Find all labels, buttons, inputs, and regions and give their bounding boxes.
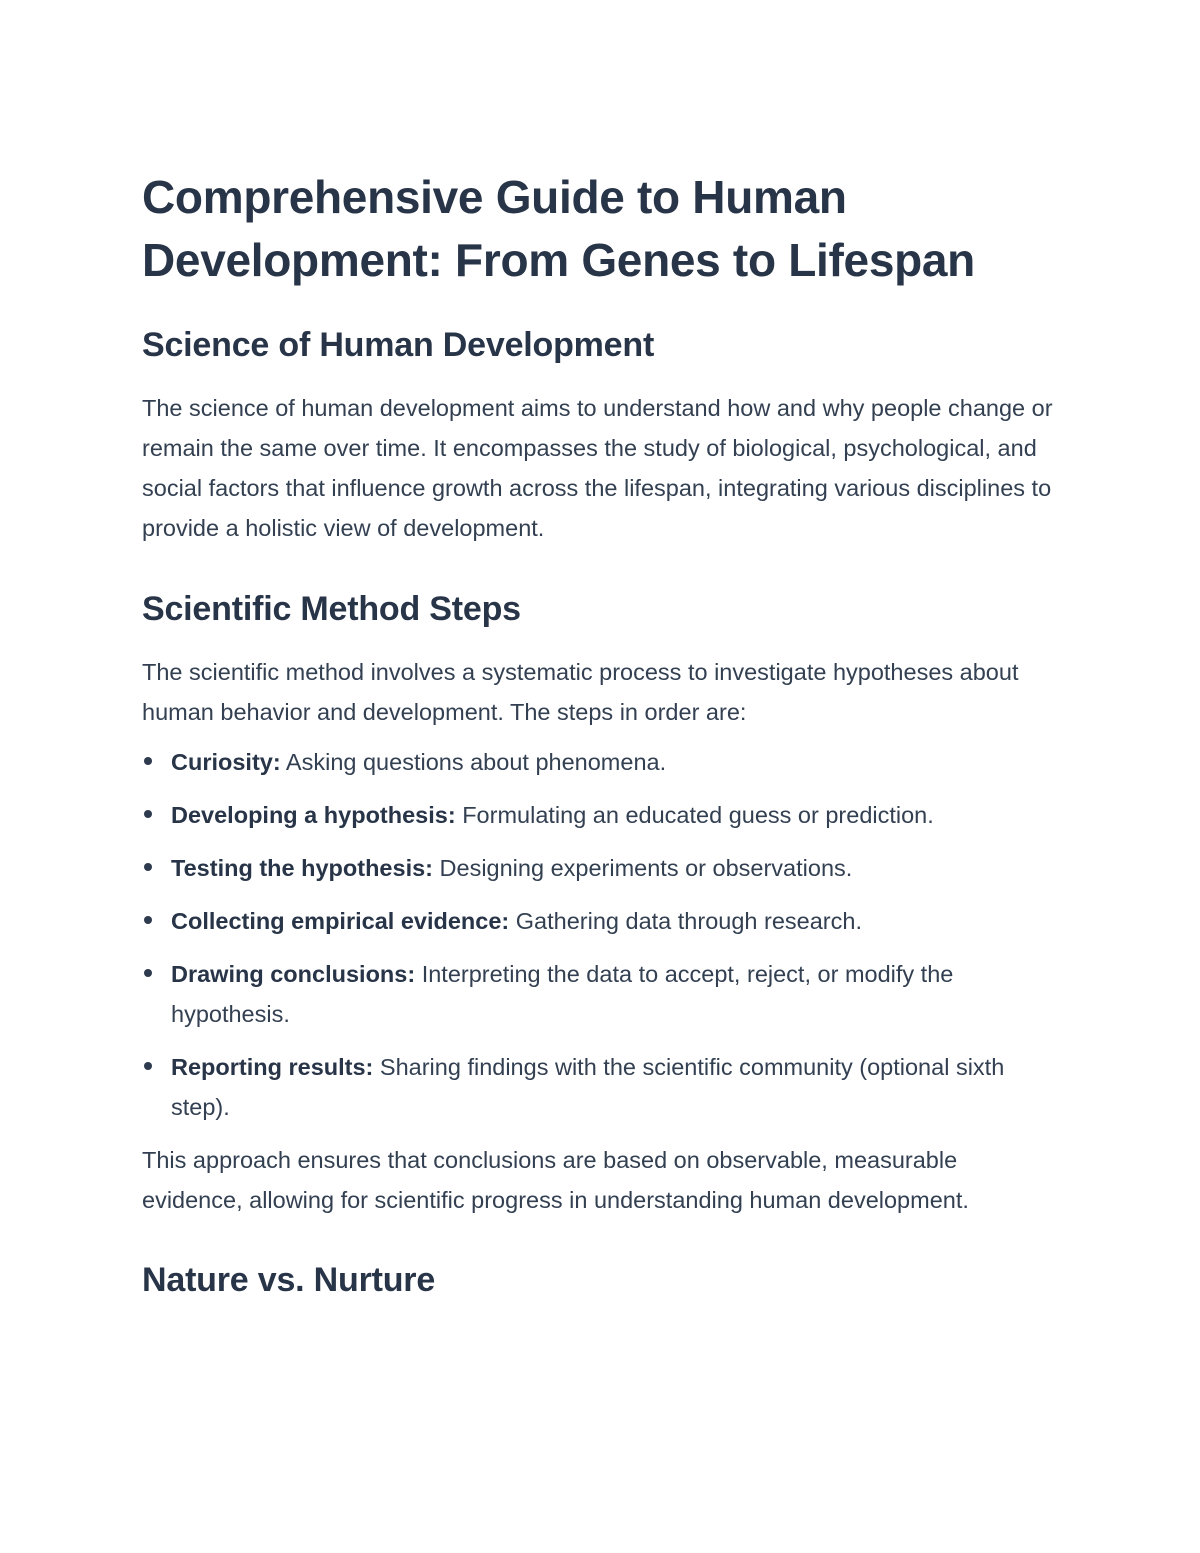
step-term: Developing a hypothesis: bbox=[171, 802, 456, 828]
step-term: Curiosity: bbox=[171, 749, 281, 775]
step-text: Formulating an educated guess or prediction. bbox=[455, 802, 934, 828]
step-text: Designing experiments or observations. bbox=[433, 855, 853, 881]
step-text: Sharing findings with the scientific community (optional sixth step). bbox=[171, 1054, 1005, 1120]
step-term: Collecting empirical evidence: bbox=[171, 908, 510, 934]
section-heading-science: Science of Human Development bbox=[142, 326, 655, 364]
step-text: Gathering data through research. bbox=[509, 908, 862, 934]
list-item bbox=[142, 1047, 1062, 1127]
bullet-icon bbox=[144, 863, 152, 871]
list-item bbox=[142, 742, 1062, 782]
bullet-icon bbox=[144, 969, 152, 977]
list-item bbox=[142, 901, 1062, 941]
bullet-icon bbox=[144, 810, 152, 818]
list-item bbox=[142, 848, 1062, 888]
step-term: Reporting results: bbox=[171, 1054, 374, 1080]
step-term: Drawing conclusions: bbox=[171, 961, 416, 987]
step-text: Interpreting the data to accept, reject, or modify the hypothesis. bbox=[171, 961, 954, 1027]
section-heading-method: Scientific Method Steps bbox=[142, 590, 521, 628]
step-term: Testing the hypothesis: bbox=[171, 855, 433, 881]
science-paragraph: The science of human development aims to understand how and why people change or remain the same over time. It encompasses the study of biological, psychological, and social factors that influence growth across the lifespan, integrating various disciplines to provide a holistic view of development. bbox=[142, 395, 1053, 541]
step-text: Asking questions about phenomena. bbox=[280, 749, 667, 775]
section-heading-nature-nurture: Nature vs. Nurture bbox=[142, 1261, 436, 1299]
method-steps-list bbox=[142, 742, 1062, 1127]
bullet-icon bbox=[144, 757, 152, 765]
method-intro-paragraph: The scientific method involves a systematic process to investigate hypotheses about human behavior and development. The steps in order are: bbox=[142, 659, 1019, 725]
list-item bbox=[142, 954, 1062, 1034]
bullet-icon bbox=[144, 916, 152, 924]
document-page bbox=[142, 166, 1062, 1302]
document-title: Comprehensive Guide to Human Development: From Genes to Lifespan bbox=[142, 171, 975, 286]
bullet-icon bbox=[144, 1062, 152, 1070]
method-conclusion-paragraph: This approach ensures that conclusions are based on observable, measurable evidence, allowing for scientific progress in understanding human development. bbox=[142, 1147, 969, 1213]
list-item bbox=[142, 795, 1062, 835]
